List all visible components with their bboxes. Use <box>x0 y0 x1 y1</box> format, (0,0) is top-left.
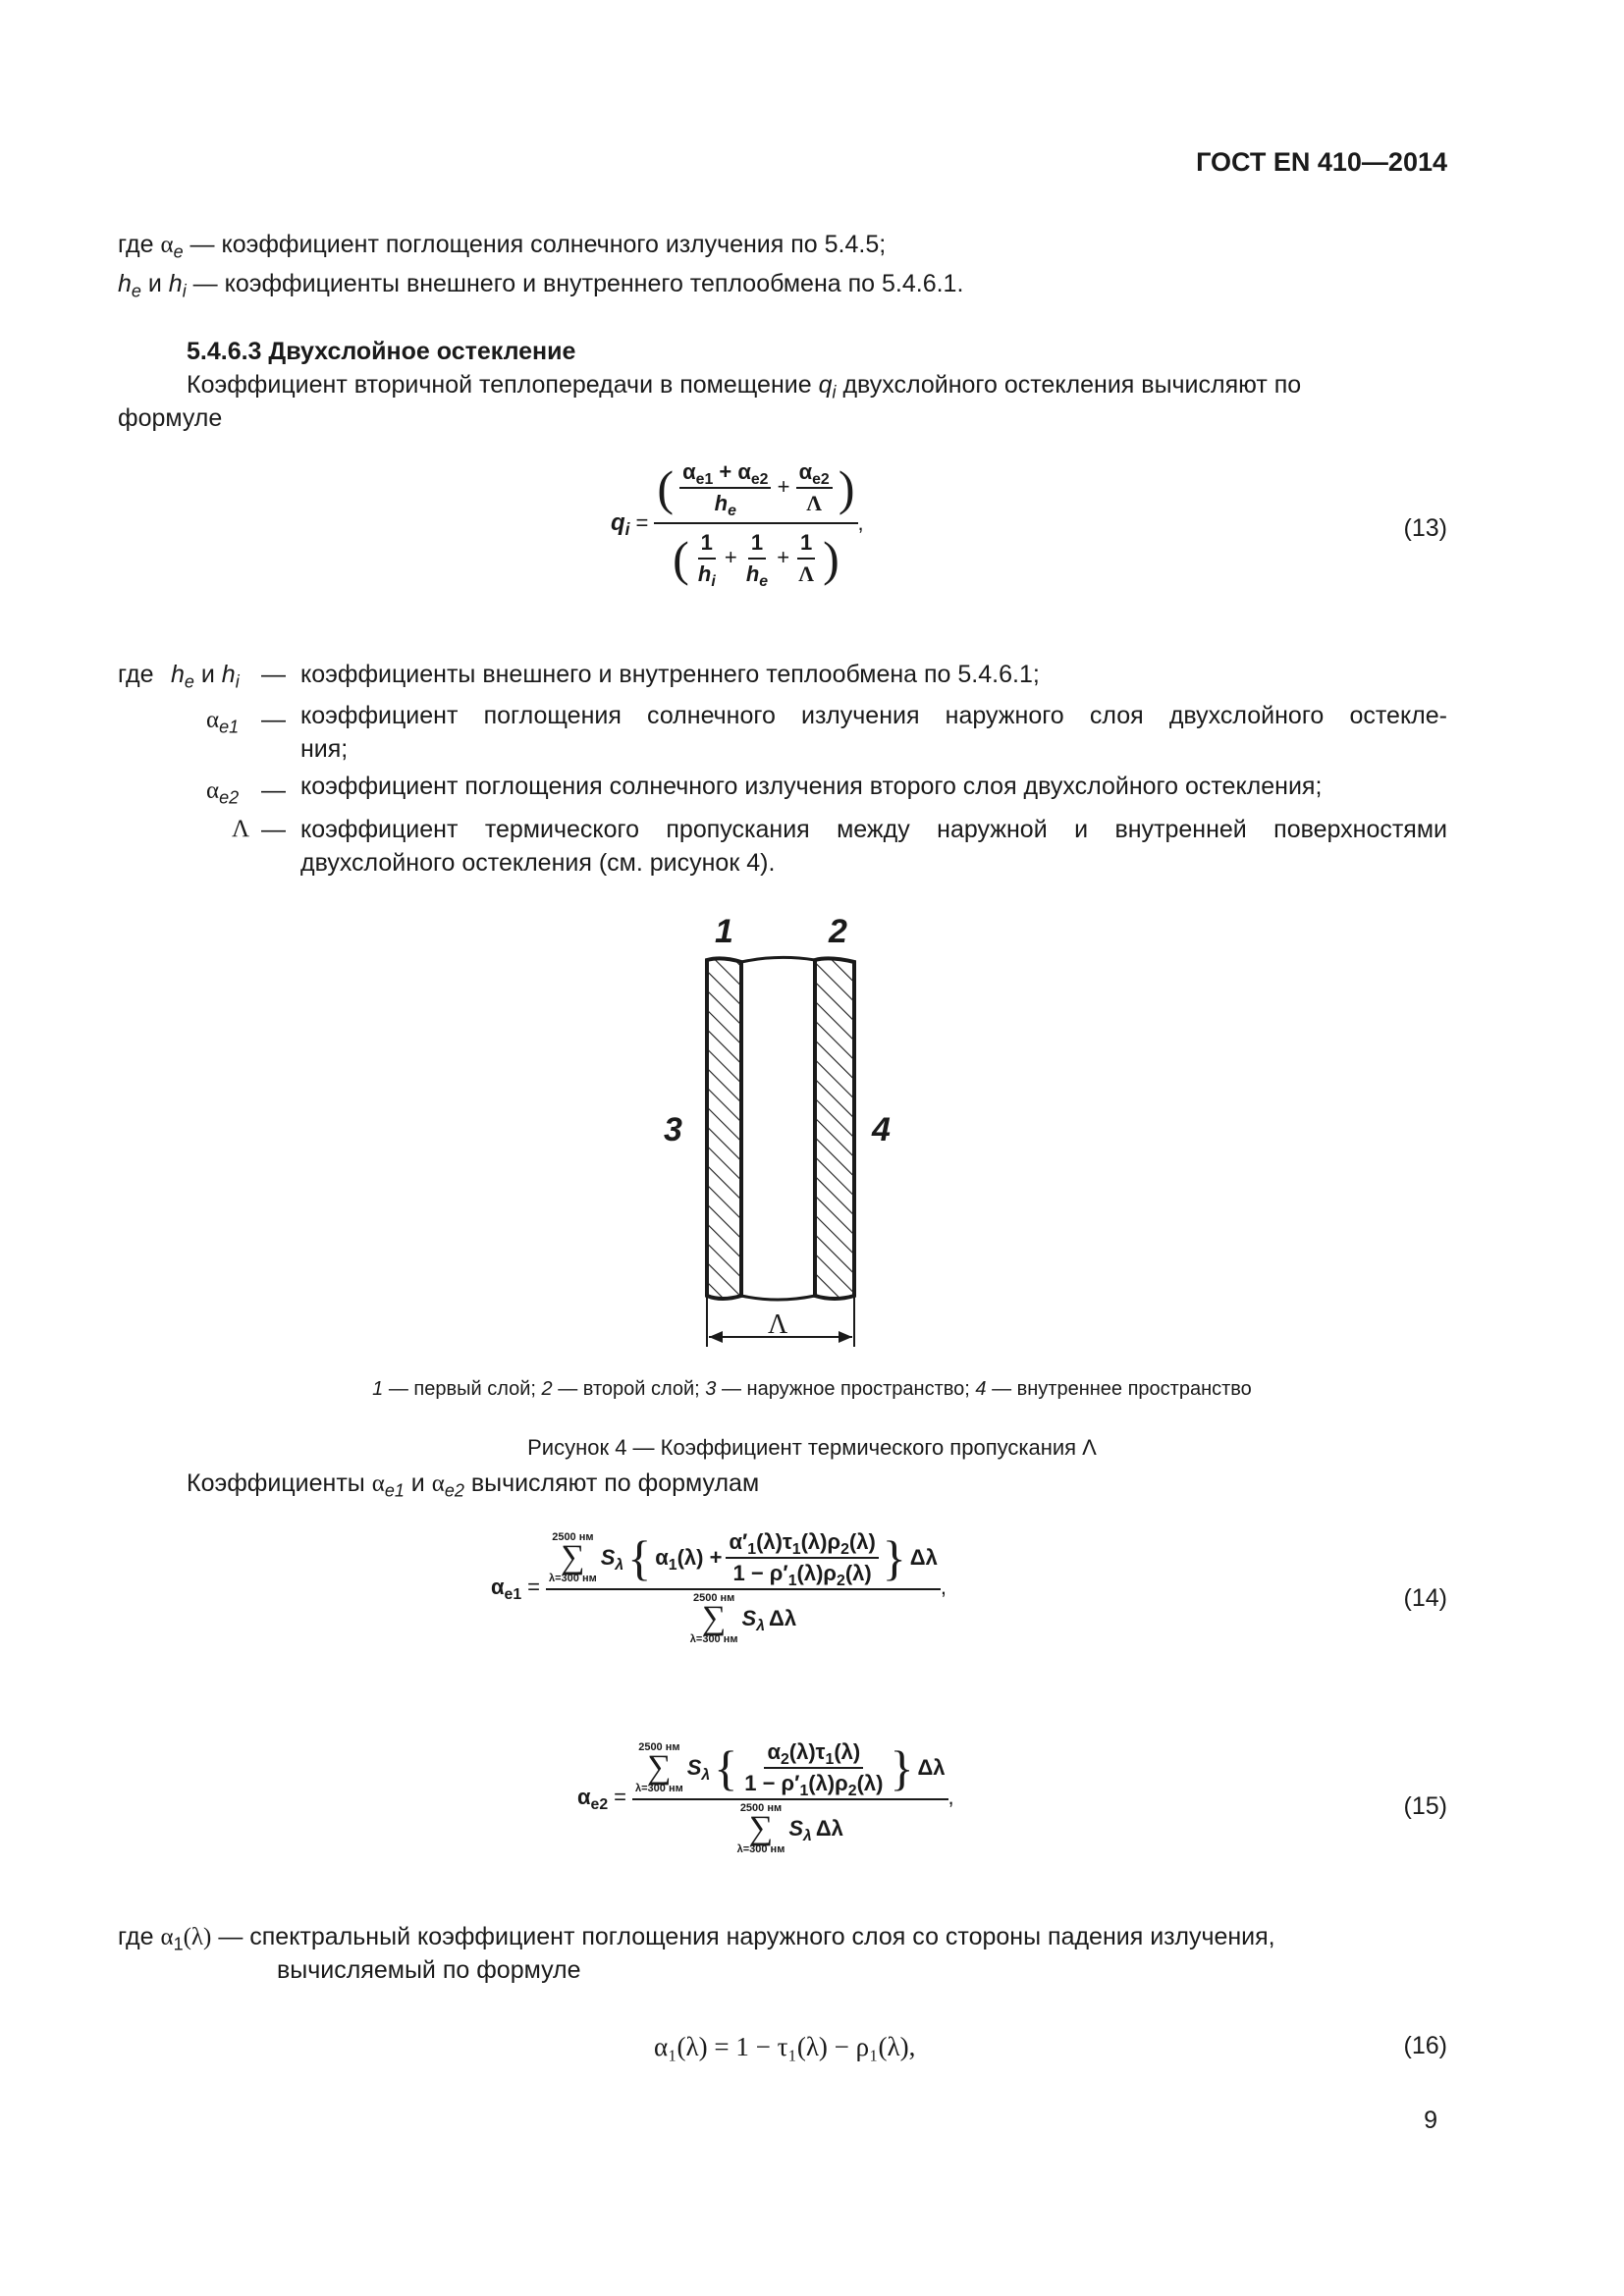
eq14-upper-limit: 2500 нм <box>552 1531 594 1543</box>
and-word: и <box>147 270 162 297</box>
defs2-text-1: — спектральный коэффициент поглощения наружного слоя со стороны падения излучения, <box>218 1923 1275 1950</box>
para-part-a: Коэффициент вторичной теплопередачи в помещение <box>187 371 812 399</box>
h-sub-i: i <box>182 281 187 301</box>
intro-line-2 <box>118 267 963 300</box>
coef-intro-a: Коэффициенты <box>187 1469 365 1497</box>
q-sub: i <box>832 382 837 402</box>
pane-2-hatched <box>815 958 854 1299</box>
standard-header: ГОСТ EN 410—2014 <box>1196 147 1447 177</box>
equation-14: $\alpha_{e1}$ = 2500 нм ∑ λ=300 нм $S_\lambda$ { $\alpha_1(\lambda)$ + $\frac{\alpha'_1(\lambda)\tau_1(\lambda)\rho_2(\lambda)}{1 - \rho'_1(\lambda)\rho_2(\lambda)}$ } Δλ 2500 нм ∑ λ=300 нм $S_\lambda$ Δλ , <box>491 1529 947 1645</box>
legend-num-4: 4 <box>975 1378 987 1400</box>
eq15-lower-limit-den: λ=300 нм <box>736 1843 785 1855</box>
equation-15-number: (15) <box>1403 1792 1447 1820</box>
eq14-upper-limit-den: 2500 нм <box>692 1592 735 1604</box>
defs2-symbol: α <box>160 1924 174 1950</box>
coef-intro-b: вычисляют по формулам <box>470 1469 760 1497</box>
section-paragraph-2: формуле <box>118 404 223 432</box>
def-dash-1: — <box>261 661 286 688</box>
def-symbol-ae1: $\alpha_{e1}$ <box>206 707 240 737</box>
eq14-lower-limit-den: λ=300 нм <box>689 1633 738 1645</box>
equation-13-number: (13) <box>1403 514 1447 542</box>
intro-def-2: — коэффициенты внешнего и внутреннего теплообмена по 5.4.6.1. <box>192 270 964 297</box>
figure-label-4: 4 <box>872 1111 891 1148</box>
def-dash-3: — <box>261 776 286 804</box>
equation-14-number: (14) <box>1403 1584 1447 1612</box>
eq15-upper-limit-den: 2500 нм <box>739 1802 783 1814</box>
defs2-arg: (λ) <box>183 1924 212 1950</box>
section-heading: 5.4.6.3 Двухслойное остекление <box>187 338 576 365</box>
pane-1-hatched <box>707 958 741 1299</box>
equation-15: $\alpha_{e2}$ = 2500 нм ∑ λ=300 нм $S_\lambda$ { $\frac{\alpha_2(\lambda)\tau_1(\lambda)}{1 - \rho'_1(\lambda)\rho_2(\lambda)}$ } Δλ 2500 нм ∑ λ=300 нм $S_\lambda$ Δλ , <box>577 1739 954 1855</box>
def-item-1: коэффициенты внешнего и внутреннего теплообмена по 5.4.6.1; <box>300 661 1040 688</box>
legend-num-1: 1 <box>372 1378 384 1400</box>
defs2-line-2: вычисляемый по формуле <box>277 1956 581 1984</box>
figure-label-1: 1 <box>715 913 733 950</box>
para-part-b: двухслойного остекления вычисляют по <box>842 371 1302 399</box>
eq14-lower-limit: λ=300 нм <box>549 1573 597 1584</box>
legend-text-2: — второй слой; <box>552 1378 706 1400</box>
equation-16: α₁(λ) = 1 − τ₁(λ) − ρ₁(λ), <box>654 2032 916 2061</box>
def-item-4-line2: двухслойного остекления (см. рисунок 4). <box>300 849 776 877</box>
defs2-sub: 1 <box>173 1934 184 1954</box>
figure-4-diagram <box>648 913 903 1364</box>
legend-text-1: — первый слой; <box>383 1378 542 1400</box>
def-item-2-line1: коэффициент поглощения солнечного излучения наружного слоя двухслойного остекле- <box>300 702 1447 729</box>
legend-num-3: 3 <box>705 1378 717 1400</box>
figure-lambda-label: Λ <box>768 1309 788 1340</box>
h-symbol: h <box>118 270 132 297</box>
equation-13: $q_i$ = ( $\frac{\alpha_{e1} + \alpha_{e2}}{h_e}$ + $\frac{\alpha_{e2}}{\Lambda}$ ) ( $\frac{1}{h_i}$ + $\frac{1}{h_e}$ + $\frac{1}{\Lambda}$ ) , <box>611 459 864 590</box>
def-symbol-lambda: Λ <box>232 816 250 842</box>
alpha-symbol: α <box>160 232 174 258</box>
eq15-lower-limit: λ=300 нм <box>635 1783 683 1794</box>
defs-prefix: где <box>118 661 154 688</box>
figure-label-3: 3 <box>664 1111 682 1148</box>
def-dash-2: — <box>261 706 286 733</box>
coef-intro: Коэффициенты $\alpha_{e1}$ и $\alpha_{e2}$ вычисляют по формулам <box>187 1469 760 1501</box>
q-symbol: q <box>818 371 833 399</box>
def-symbol-ae2: $\alpha_{e2}$ <box>206 777 240 808</box>
equation-16-number: (16) <box>1403 2032 1447 2059</box>
eq15-upper-limit: 2500 нм <box>638 1741 680 1753</box>
figure-label-2: 2 <box>829 913 847 950</box>
legend-num-2: 2 <box>541 1378 553 1400</box>
figure-caption: Рисунок 4 — Коэффициент термического пропускания Λ <box>527 1435 1097 1460</box>
def-symbol-h: $h_e$ и $h_i$ <box>171 661 240 692</box>
def-item-2-line2: ния; <box>300 735 349 763</box>
page-number: 9 <box>1424 2107 1437 2134</box>
h-symbol-2: h <box>168 270 183 297</box>
intro-def-1: — коэффициент поглощения солнечного излучения по 5.4.5; <box>189 231 887 258</box>
def-item-4-line1: коэффициент термического пропускания между наружной и внутренней поверхностями <box>300 816 1447 843</box>
def-dash-4: — <box>261 816 286 843</box>
figure-legend <box>0 1378 1624 1401</box>
def-item-3: коэффициент поглощения солнечного излучения второго слоя двухслойного остекления; <box>300 773 1323 800</box>
defs2-prefix: где <box>118 1923 154 1950</box>
alpha-sub: e <box>173 241 184 262</box>
intro-prefix: где <box>118 231 154 258</box>
legend-text-4: — внутреннее пространство <box>986 1378 1252 1400</box>
section-paragraph-1 <box>187 368 1301 401</box>
intro-line-1 <box>118 228 886 262</box>
coef-intro-and: и <box>410 1469 425 1497</box>
h-sub-e: e <box>131 281 141 301</box>
defs2-line-1 <box>118 1920 1275 1954</box>
legend-text-3: — наружное пространство; <box>716 1378 976 1400</box>
